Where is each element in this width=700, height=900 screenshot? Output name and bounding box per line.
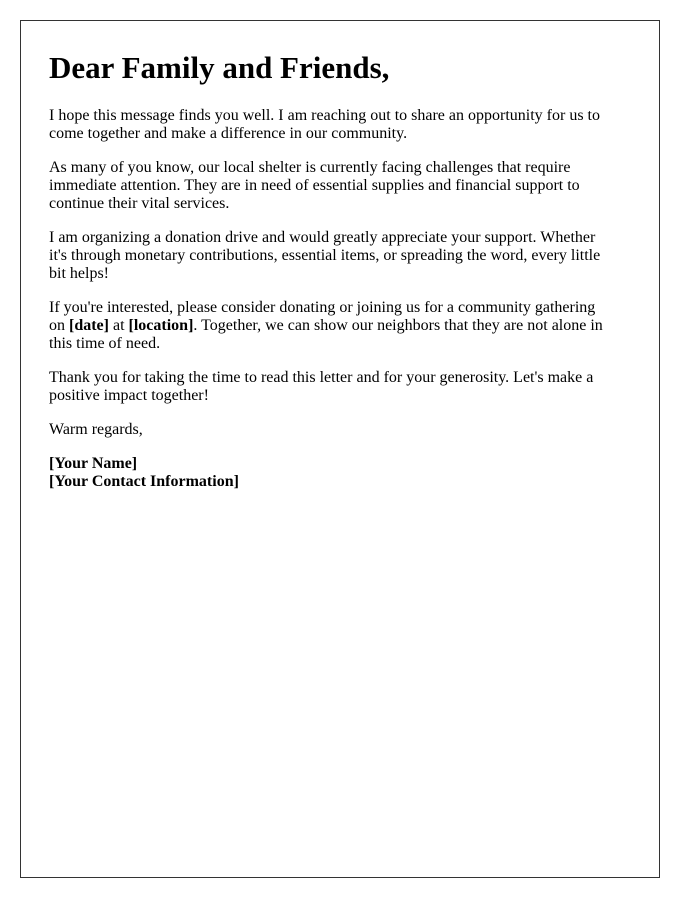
gathering-text-start: If you're interested, please consider donating or joining us for a community gathering on [49, 299, 596, 334]
signature-name: [Your Name] [49, 455, 138, 472]
letter-signature [49, 455, 611, 491]
letter-paragraph-donation-drive: I am organizing a donation drive and would greatly appreciate your support. Whether it's through monetary contributions, essential items, or spreading the word, every little bit helps! [49, 229, 601, 282]
gathering-location-placeholder: [location] [128, 317, 194, 334]
letter-paragraph-thanks: Thank you for taking the time to read this letter and for your generosity. Let's make a positive impact together! [49, 369, 594, 404]
letter-paragraph-shelter: As many of you know, our local shelter is currently facing challenges that require immediate attention. They are in need of essential supplies and financial support to continue their vital services. [49, 159, 580, 212]
letter-greeting: Dear Family and Friends, [49, 50, 390, 85]
letter-page [20, 20, 660, 878]
gathering-text-middle: at [108, 317, 129, 334]
letter-paragraph-gathering [49, 299, 611, 353]
gathering-text-end: . Together, we can show our neighbors that they are not alone in this time of need. [49, 317, 603, 352]
letter-closing: Warm regards, [49, 421, 143, 438]
signature-contact: [Your Contact Information] [49, 473, 239, 490]
gathering-date-placeholder: [date] [69, 317, 109, 334]
letter-paragraph-intro: I hope this message finds you well. I am reaching out to share an opportunity for us to come together and make a difference in our community. [49, 107, 600, 142]
